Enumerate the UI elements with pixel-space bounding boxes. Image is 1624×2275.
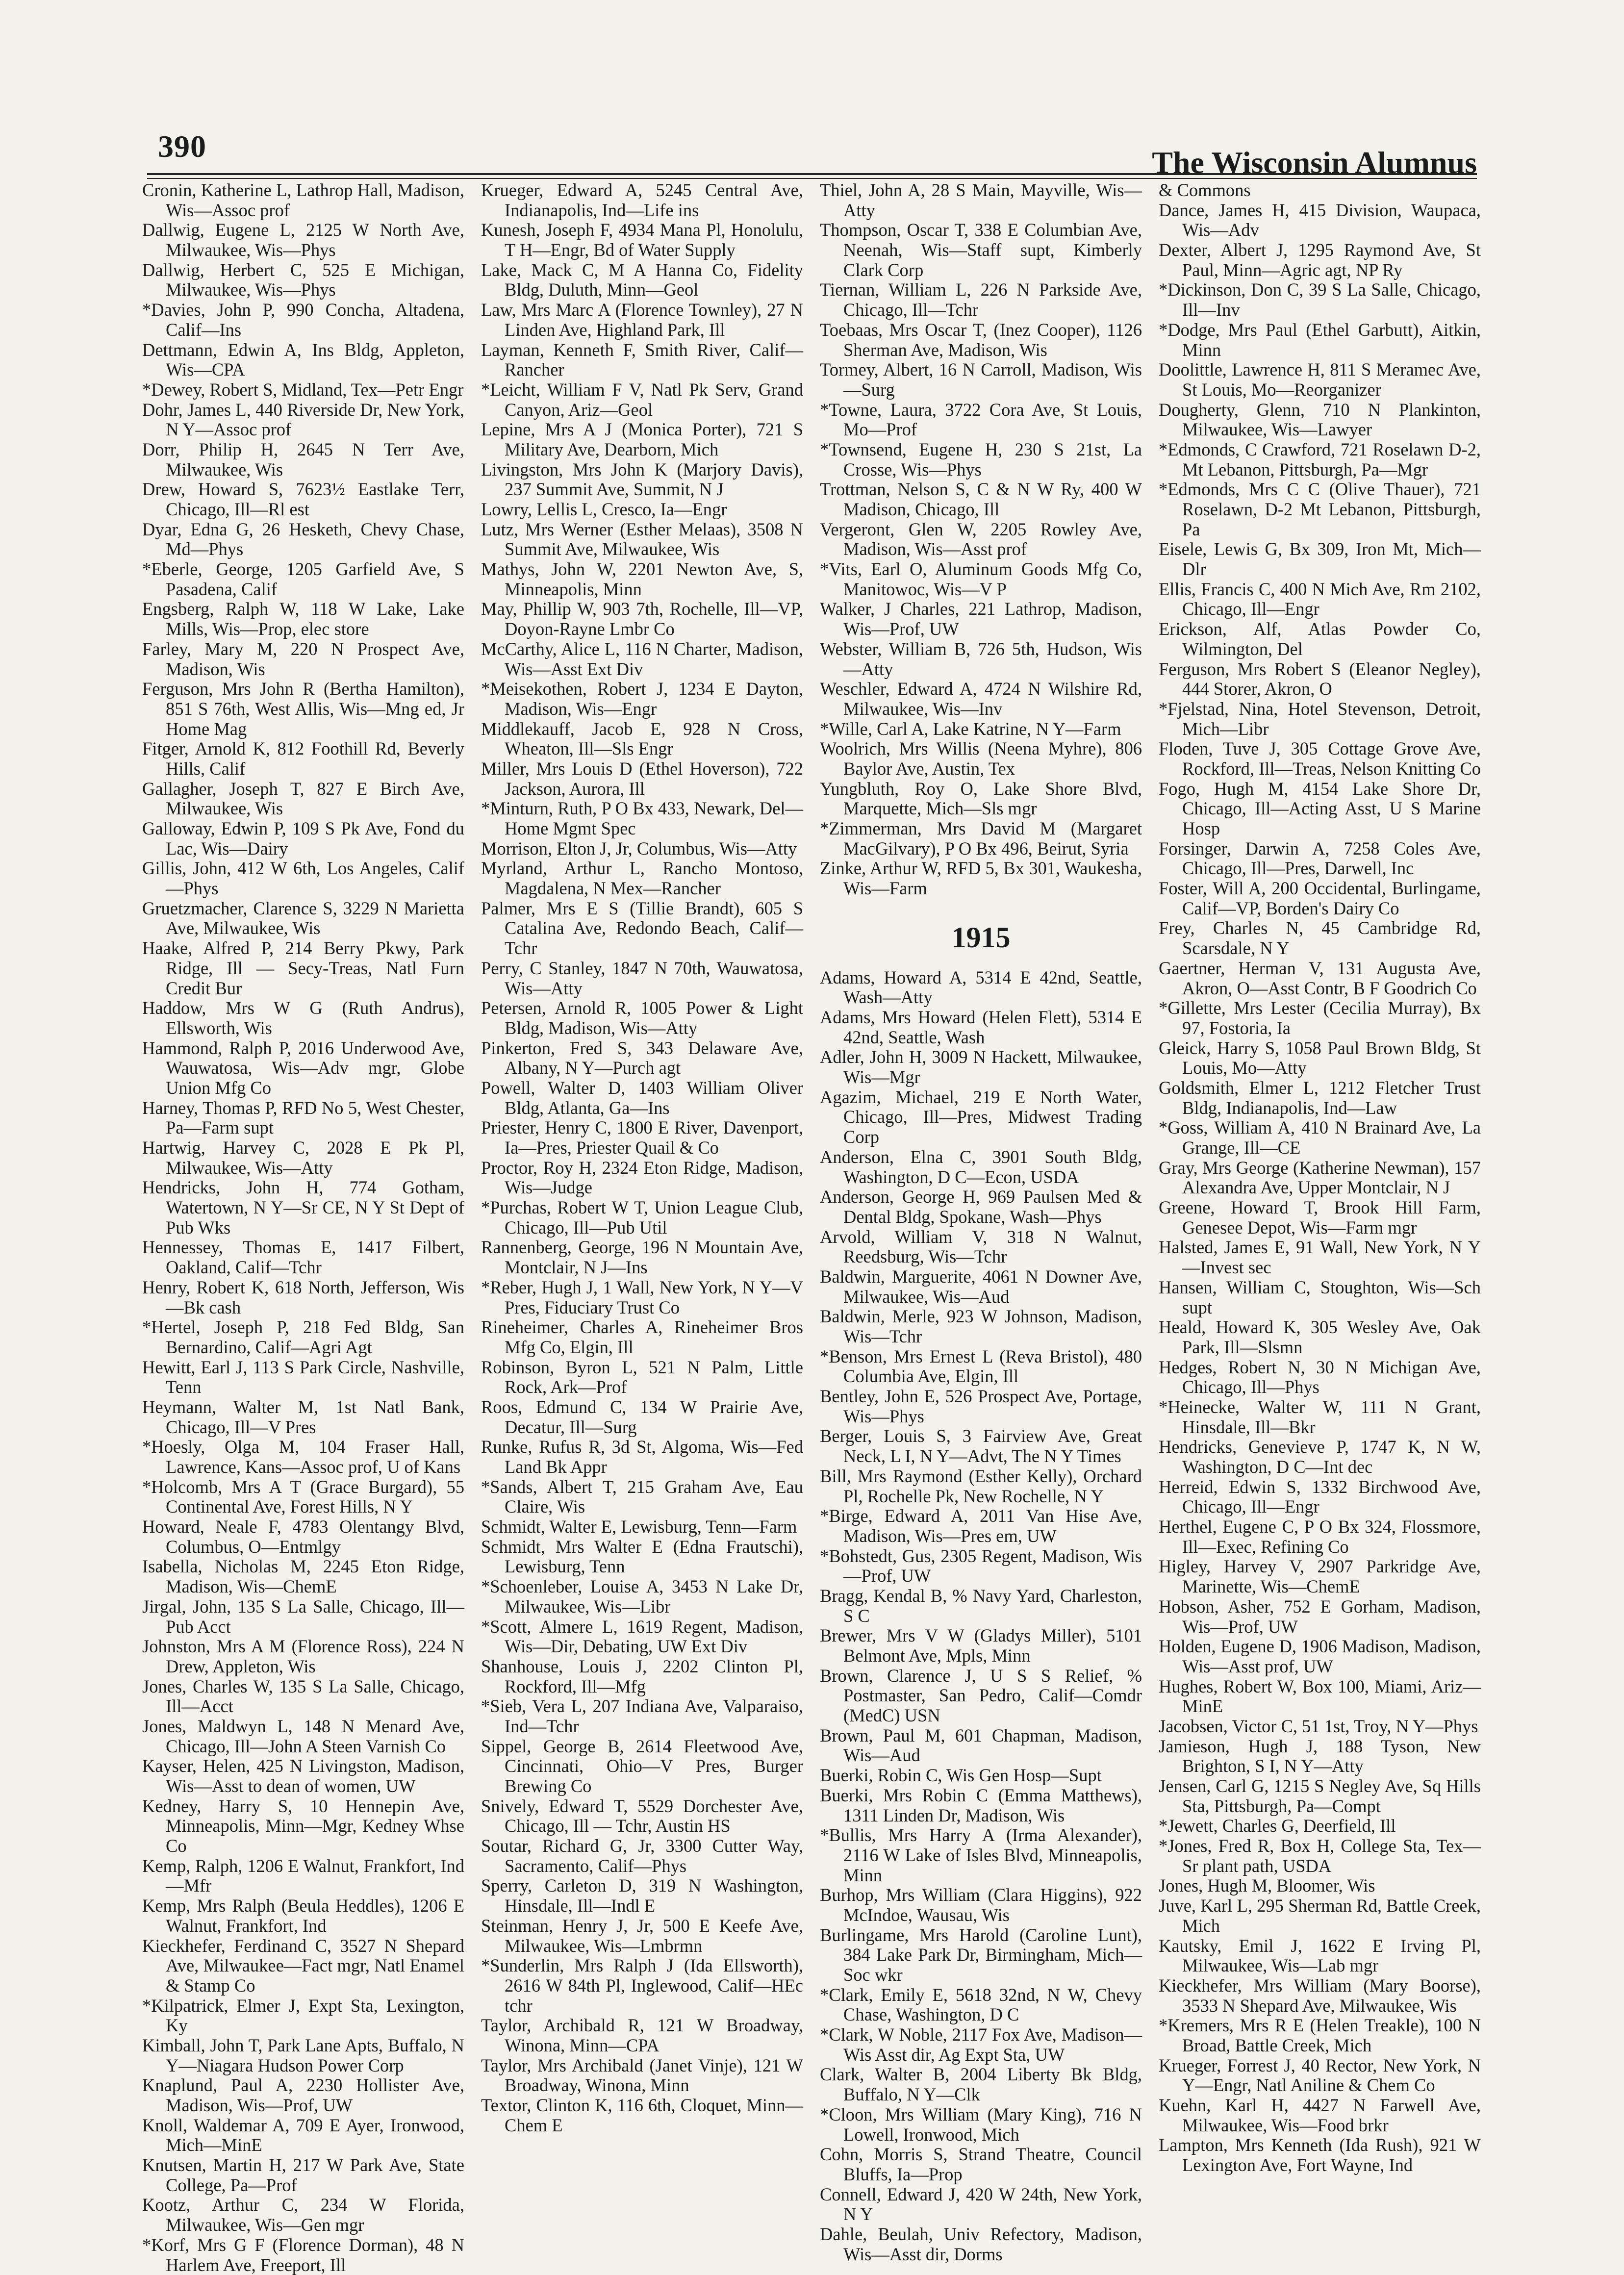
directory-entry: Toebaas, Mrs Oscar T, (Inez Cooper), 1126 Sherman Ave, Madison, Wis (820, 319, 1142, 360)
directory-entry: Trottman, Nelson S, C & N W Ry, 400 W Madison, Chicago, Ill (820, 479, 1142, 519)
directory-entry: Schmidt, Mrs Walter E (Edna Frautschi), Lewisburg, Tenn (481, 1536, 803, 1577)
directory-entry: Baldwin, Merle, 923 W Johnson, Madison, Wis—Tchr (820, 1306, 1142, 1347)
directory-entry: Powell, Walter D, 1403 William Oliver Bldg, Atlanta, Ga—Ins (481, 1077, 803, 1118)
directory-column-1 (142, 180, 464, 2275)
directory-entry: Hansen, William C, Stoughton, Wis—Sch supt (1159, 1277, 1481, 1317)
directory-entry: Woolrich, Mrs Willis (Neena Myhre), 806 Baylor Ave, Austin, Tex (820, 738, 1142, 779)
directory-entry: Jacobsen, Victor C, 51 1st, Troy, N Y—Phys (1159, 1716, 1478, 1736)
directory-entry: Taylor, Mrs Archibald (Janet Vinje), 121 W Broadway, Winona, Minn (481, 2055, 803, 2096)
directory-entry: Doolittle, Lawrence H, 811 S Meramec Ave, St Louis, Mo—Reorganizer (1159, 359, 1481, 400)
directory-entry: Webster, William B, 726 5th, Hudson, Wis—Atty (820, 638, 1142, 679)
directory-entry: *Clark, Emily E, 5618 32nd, N W, Chevy Chase, Washington, D C (820, 1984, 1142, 2025)
directory-entry: Myrland, Arthur L, Rancho Montoso, Magdalena, N Mex—Rancher (481, 858, 803, 899)
directory-entry: *Minturn, Ruth, P O Bx 433, Newark, Del—Home Mgmt Spec (481, 798, 803, 838)
directory-entry: Krueger, Edward A, 5245 Central Ave, Indianapolis, Ind—Life ins (481, 180, 803, 220)
directory-entry: Burlingame, Mrs Harold (Caroline Lunt), 384 Lake Park Dr, Birmingham, Mich—Soc wkr (820, 1924, 1142, 1985)
directory-entry: *Kremers, Mrs R E (Helen Treakle), 100 N Broad, Battle Creek, Mich (1159, 2015, 1481, 2055)
directory-entry: Haake, Alfred P, 214 Berry Pkwy, Park Ridge, Ill — Secy-Treas, Natl Furn Credit Bur (142, 938, 464, 998)
directory-entry: *Reber, Hugh J, 1 Wall, New York, N Y—V Pres, Fiduciary Trust Co (481, 1277, 803, 1317)
directory-entry: Floden, Tuve J, 305 Cottage Grove Ave, Rockford, Ill—Treas, Nelson Knitting Co (1159, 738, 1481, 779)
directory-entry: Zinke, Arthur W, RFD 5, Bx 301, Waukesha, Wis—Farm (820, 858, 1142, 899)
directory-entry: Pinkerton, Fred S, 343 Delaware Ave, Albany, N Y—Purch agt (481, 1037, 803, 1078)
directory-entry: Shanhouse, Louis J, 2202 Clinton Pl, Rockford, Ill—Mfg (481, 1656, 803, 1696)
directory-entry: Kedney, Harry S, 10 Hennepin Ave, Minneapolis, Minn—Mgr, Kedney Whse Co (142, 1795, 464, 1856)
directory-entry: Dorr, Philip H, 2645 N Terr Ave, Milwaukee, Wis (142, 439, 464, 480)
directory-entry: Vergeront, Glen W, 2205 Rowley Ave, Madison, Wis—Asst prof (820, 519, 1142, 559)
directory-entry: Yungbluth, Roy O, Lake Shore Blvd, Marquette, Mich—Sls mgr (820, 778, 1142, 819)
directory-entry: Erickson, Alf, Atlas Powder Co, Wilmington, Del (1159, 619, 1481, 659)
directory-entry: Tiernan, William L, 226 N Parkside Ave, Chicago, Ill—Tchr (820, 279, 1142, 320)
directory-entry: Bragg, Kendal B, % Navy Yard, Charleston, S C (820, 1585, 1142, 1626)
directory-entry: Eisele, Lewis G, Bx 309, Iron Mt, Mich—Dlr (1159, 539, 1481, 580)
directory-entry: Cronin, Katherine L, Lathrop Hall, Madison, Wis—Assoc prof (142, 180, 464, 220)
directory-entry: Hartwig, Harvey C, 2028 E Pk Pl, Milwaukee, Wis—Atty (142, 1138, 464, 1178)
directory-entry: Miller, Mrs Louis D (Ethel Hoverson), 722 Jackson, Aurora, Ill (481, 758, 803, 799)
header-rule (147, 173, 1477, 175)
directory-entry: Brown, Paul M, 601 Chapman, Madison, Wis—Aud (820, 1725, 1142, 1766)
directory-entry: Connell, Edward J, 420 W 24th, New York, N Y (820, 2184, 1142, 2224)
directory-entry: Law, Mrs Marc A (Florence Townley), 27 N Linden Ave, Highland Park, Ill (481, 300, 803, 340)
directory-entry: *Jones, Fred R, Box H, College Sta, Tex—Sr plant path, USDA (1159, 1836, 1481, 1876)
directory-entry: Kayser, Helen, 425 N Livingston, Madison, Wis—Asst to dean of women, UW (142, 1756, 464, 1796)
directory-entry: Rineheimer, Charles A, Rineheimer Bros Mfg Co, Elgin, Ill (481, 1317, 803, 1357)
directory-entry: Hendricks, John H, 774 Gotham, Watertown, N Y—Sr CE, N Y St Dept of Pub Wks (142, 1177, 464, 1238)
directory-entry: Frey, Charles N, 45 Cambridge Rd, Scarsdale, N Y (1159, 918, 1481, 959)
directory-entry: Kuehn, Karl H, 4427 N Farwell Ave, Milwaukee, Wis—Food brkr (1159, 2095, 1481, 2135)
directory-entry: *Wille, Carl A, Lake Katrine, N Y—Farm (820, 718, 1121, 739)
directory-entry: Walker, J Charles, 221 Lathrop, Madison, Wis—Prof, UW (820, 599, 1142, 639)
directory-entry: *Birge, Edward A, 2011 Van Hise Ave, Madison, Wis—Pres em, UW (820, 1506, 1142, 1546)
directory-entry: *Goss, William A, 410 N Brainard Ave, La Grange, Ill—CE (1159, 1117, 1481, 1158)
directory-entry: Layman, Kenneth F, Smith River, Calif—Rancher (481, 339, 803, 380)
directory-entry: *Davies, John P, 990 Concha, Altadena, Calif—Ins (142, 300, 464, 340)
directory-entry: Adler, John H, 3009 N Hackett, Milwaukee, Wis—Mgr (820, 1047, 1142, 1087)
directory-entry: *Edmonds, Mrs C C (Olive Thauer), 721 Roselawn, D-2 Mt Lebanon, Pittsburgh, Pa (1159, 479, 1481, 539)
directory-entry: Heymann, Walter M, 1st Natl Bank, Chicago, Ill—V Pres (142, 1396, 464, 1437)
directory-entry: Kieckhefer, Mrs William (Mary Boorse), 3533 N Shepard Ave, Milwaukee, Wis (1159, 1975, 1481, 2016)
directory-entry: *Hertel, Joseph P, 218 Fed Bldg, San Bernardino, Calif—Agri Agt (142, 1317, 464, 1357)
directory-entry: *Benson, Mrs Ernest L (Reva Bristol), 480 Columbia Ave, Elgin, Ill (820, 1346, 1142, 1387)
directory-entry: Lowry, Lellis L, Cresco, Ia—Engr (481, 499, 727, 519)
directory-entry: Kootz, Arthur C, 234 W Florida, Milwaukee, Wis—Gen mgr (142, 2195, 464, 2235)
directory-entry: *Gillette, Mrs Lester (Cecilia Murray), Bx 97, Fostoria, Ia (1159, 998, 1481, 1038)
directory-entry: *Vits, Earl O, Aluminum Goods Mfg Co, Manitowoc, Wis—V P (820, 559, 1142, 599)
directory-entry: Buerki, Mrs Robin C (Emma Matthews), 1311 Linden Dr, Madison, Wis (820, 1785, 1142, 1825)
directory-entry: Arvold, William V, 318 N Walnut, Reedsburg, Wis—Tchr (820, 1226, 1142, 1267)
directory-entry: *Bullis, Mrs Harry A (Irma Alexander), 2116 W Lake of Isles Blvd, Minneapolis, Minn (820, 1825, 1142, 1885)
directory-entry: Haddow, Mrs W G (Ruth Andrus), Ellsworth, Wis (142, 998, 464, 1038)
directory-entry: Steinman, Henry J, Jr, 500 E Keefe Ave, Milwaukee, Wis—Lmbrmn (481, 1915, 803, 1956)
directory-entry: Higley, Harvey V, 2907 Parkridge Ave, Marinette, Wis—ChemE (1159, 1556, 1481, 1597)
directory-entry: Hewitt, Earl J, 113 S Park Circle, Nashville, Tenn (142, 1357, 464, 1397)
directory-entry: Jirgal, John, 135 S La Salle, Chicago, Ill—Pub Acct (142, 1596, 464, 1637)
directory-entry: Dallwig, Eugene L, 2125 W North Ave, Milwaukee, Wis—Phys (142, 220, 464, 260)
directory-entry: Soutar, Richard G, Jr, 3300 Cutter Way, Sacramento, Calif—Phys (481, 1836, 803, 1876)
directory-entry: Fitger, Arnold K, 812 Foothill Rd, Beverly Hills, Calif (142, 738, 464, 779)
directory-entry: Dettmann, Edwin A, Ins Bldg, Appleton, Wis—CPA (142, 339, 464, 380)
directory-entry: Kemp, Ralph, 1206 E Walnut, Frankfort, Ind—Mfr (142, 1855, 464, 1896)
directory-entry: *Edmonds, C Crawford, 721 Roselawn D-2, Mt Lebanon, Pittsburgh, Pa—Mgr (1159, 439, 1481, 480)
directory-entry: Taylor, Archibald R, 121 W Broadway, Winona, Minn—CPA (481, 2015, 803, 2055)
directory-entry: *Schoenleber, Louise A, 3453 N Lake Dr, Milwaukee, Wis—Libr (481, 1576, 803, 1617)
directory-entry: Cohn, Morris S, Strand Theatre, Council Bluffs, Ia—Prop (820, 2144, 1142, 2184)
directory-entry: Buerki, Robin C, Wis Gen Hosp—Supt (820, 1765, 1102, 1786)
directory-entry: Robinson, Byron L, 521 N Palm, Little Rock, Ark—Prof (481, 1357, 803, 1397)
directory-entry: Clark, Walter B, 2004 Liberty Bk Bldg, Buffalo, N Y—Clk (820, 2064, 1142, 2105)
directory-entry: Hedges, Robert N, 30 N Michigan Ave, Chicago, Ill—Phys (1159, 1357, 1481, 1397)
directory-entry: Dance, James H, 415 Division, Waupaca, Wis—Adv (1159, 200, 1481, 240)
directory-entry: Petersen, Arnold R, 1005 Power & Light Bldg, Madison, Wis—Atty (481, 998, 803, 1038)
directory-entry: Engsberg, Ralph W, 118 W Lake, Lake Mills, Wis—Prop, elec store (142, 599, 464, 639)
directory-entry: Ferguson, Mrs John R (Bertha Hamilton), 851 S 76th, West Allis, Wis—Mng ed, Jr Home Mag (142, 679, 464, 739)
directory-entry: Jamieson, Hugh J, 188 Tyson, New Brighton, S I, N Y—Atty (1159, 1736, 1481, 1776)
directory-entry: Morrison, Elton J, Jr, Columbus, Wis—Atty (481, 838, 797, 859)
directory-entry: Kemp, Mrs Ralph (Beula Heddles), 1206 E Walnut, Frankfort, Ind (142, 1896, 464, 1936)
directory-entry: Dohr, James L, 440 Riverside Dr, New York, N Y—Assoc prof (142, 399, 464, 440)
directory-entry: Lake, Mack C, M A Hanna Co, Fidelity Bldg, Duluth, Minn—Geol (481, 259, 803, 300)
directory-entry: Harney, Thomas P, RFD No 5, West Chester, Pa—Farm supt (142, 1097, 464, 1138)
directory-entry: *Scott, Almere L, 1619 Regent, Madison, Wis—Dir, Debating, UW Ext Div (481, 1616, 803, 1657)
directory-entry: May, Phillip W, 903 7th, Rochelle, Ill—VP, Doyon-Rayne Lmbr Co (481, 599, 803, 639)
directory-entry: Galloway, Edwin P, 109 S Pk Ave, Fond du Lac, Wis—Dairy (142, 818, 464, 859)
directory-entry: Kieckhefer, Ferdinand C, 3527 N Shepard Ave, Milwaukee—Fact mgr, Natl Enamel & Stamp Co (142, 1935, 464, 1996)
directory-entry: Johnston, Mrs A M (Florence Ross), 224 N Drew, Appleton, Wis (142, 1636, 464, 1676)
directory-entry: Krueger, Forrest J, 40 Rector, New York, N Y—Engr, Natl Aniline & Chem Co (1159, 2055, 1481, 2096)
directory-entry: Tormey, Albert, 16 N Carroll, Madison, Wis—Surg (820, 359, 1142, 400)
directory-entry: Agazim, Michael, 219 E North Water, Chicago, Ill—Pres, Midwest Trading Corp (820, 1087, 1142, 1147)
directory-entry: Goldsmith, Elmer L, 1212 Fletcher Trust Bldg, Indianapolis, Ind—Law (1159, 1077, 1481, 1118)
directory-entry: *Heinecke, Walter W, 111 N Grant, Hinsdale, Ill—Bkr (1159, 1396, 1481, 1437)
directory-entry: Drew, Howard S, 7623½ Eastlake Terr, Chicago, Ill—Rl est (142, 479, 464, 519)
directory-entry: Thompson, Oscar T, 338 E Columbian Ave, Neenah, Wis—Staff supt, Kimberly Clark Corp (820, 220, 1142, 280)
directory-entry: Lampton, Mrs Kenneth (Ida Rush), 921 W Lexington Ave, Fort Wayne, Ind (1159, 2135, 1481, 2175)
directory-entry: *Sands, Albert T, 215 Graham Ave, Eau Claire, Wis (481, 1476, 803, 1517)
directory-entry: Thiel, John A, 28 S Main, Mayville, Wis—Atty (820, 180, 1142, 220)
directory-entry: Jones, Hugh M, Bloomer, Wis (1159, 1875, 1375, 1896)
directory-entry: Proctor, Roy H, 2324 Eton Ridge, Madison, Wis—Judge (481, 1157, 803, 1198)
directory-entry: Dyar, Edna G, 26 Hesketh, Chevy Chase, Md—Phys (142, 519, 464, 559)
directory-entry: Bentley, John E, 526 Prospect Ave, Portage, Wis—Phys (820, 1386, 1142, 1426)
directory-entry: Knaplund, Paul A, 2230 Hollister Ave, Madison, Wis—Prof, UW (142, 2075, 464, 2115)
directory-entry: Jones, Maldwyn L, 148 N Menard Ave, Chicago, Ill—John A Steen Varnish Co (142, 1716, 464, 1756)
directory-entry: Knutsen, Martin H, 217 W Park Ave, State College, Pa—Prof (142, 2155, 464, 2195)
directory-entry: Snively, Edward T, 5529 Dorchester Ave, Chicago, Ill — Tchr, Austin HS (481, 1795, 803, 1836)
directory-entry: *Meisekothen, Robert J, 1234 E Dayton, Madison, Wis—Engr (481, 679, 803, 719)
directory-entry: *Eberle, George, 1205 Garfield Ave, S Pasadena, Calif (142, 559, 464, 599)
directory-entry: *Leicht, William F V, Natl Pk Serv, Grand Canyon, Ariz—Geol (481, 379, 803, 420)
directory-entry: Fogo, Hugh M, 4154 Lake Shore Dr, Chicago, Ill—Acting Asst, U S Marine Hosp (1159, 778, 1481, 838)
directory-entry: Greene, Howard T, Brook Hill Farm, Genesee Depot, Wis—Farm mgr (1159, 1197, 1481, 1238)
directory-entry: Ellis, Francis C, 400 N Mich Ave, Rm 2102, Chicago, Ill—Engr (1159, 579, 1481, 619)
directory-entry: *Holcomb, Mrs A T (Grace Burgard), 55 Continental Ave, Forest Hills, N Y (142, 1476, 464, 1517)
directory-entry: Adams, Mrs Howard (Helen Flett), 5314 E 42nd, Seattle, Wash (820, 1007, 1142, 1047)
directory-entry: Weschler, Edward A, 4724 N Wilshire Rd, Milwaukee, Wis—Inv (820, 679, 1142, 719)
directory-entry: *Clark, W Noble, 2117 Fox Ave, Madison—Wis Asst dir, Ag Expt Sta, UW (820, 2024, 1142, 2065)
directory-entry: Gillis, John, 412 W 6th, Los Angeles, Calif—Phys (142, 858, 464, 899)
directory-entry: Berger, Louis S, 3 Fairview Ave, Great Neck, L I, N Y—Advt, The N Y Times (820, 1426, 1142, 1466)
directory-entry: Livingston, Mrs John K (Marjory Davis), 237 Summit Ave, Summit, N J (481, 459, 803, 500)
directory-entry: Runke, Rufus R, 3d St, Algoma, Wis—Fed Land Bk Appr (481, 1437, 803, 1477)
directory-entry: Lepine, Mrs A J (Monica Porter), 721 S Military Ave, Dearborn, Mich (481, 419, 803, 459)
directory-entry: Herthel, Eugene C, P O Bx 324, Flossmore, Ill—Exec, Refining Co (1159, 1517, 1481, 1557)
class-year-heading: 1915 (951, 921, 1011, 954)
directory-entry: Anderson, George H, 969 Paulsen Med & Dental Bldg, Spokane, Wash—Phys (820, 1187, 1142, 1227)
directory-entry: *Sieb, Vera L, 207 Indiana Ave, Valparaiso, Ind—Tchr (481, 1696, 803, 1736)
directory-entry: Baldwin, Marguerite, 4061 N Downer Ave, Milwaukee, Wis—Aud (820, 1266, 1142, 1307)
directory-entry: *Dewey, Robert S, Midland, Tex—Petr Engr (142, 379, 464, 400)
directory-entry: Adams, Howard A, 5314 E 42nd, Seattle, Wash—Atty (820, 967, 1142, 1008)
directory-entry: *Hoesly, Olga M, 104 Fraser Hall, Lawrence, Kans—Assoc prof, U of Kans (142, 1437, 464, 1477)
directory-entry: Dougherty, Glenn, 710 N Plankinton, Milwaukee, Wis—Lawyer (1159, 399, 1481, 440)
directory-entry: *Jewett, Charles G, Deerfield, Ill (1159, 1816, 1396, 1836)
directory-entry: *Sunderlin, Mrs Ralph J (Ida Ellsworth), 2616 W 84th Pl, Inglewood, Calif—HEc tchr (481, 1955, 803, 2016)
directory-entry: Hughes, Robert W, Box 100, Miami, Ariz—MinE (1159, 1676, 1481, 1717)
directory-entry: Hobson, Asher, 752 E Gorham, Madison, Wis—Prof, UW (1159, 1596, 1481, 1637)
directory-entry: *Bohstedt, Gus, 2305 Regent, Madison, Wis—Prof, UW (820, 1545, 1142, 1586)
directory-entry: Heald, Howard K, 305 Wesley Ave, Oak Park, Ill—Slsmn (1159, 1317, 1481, 1357)
directory-entry: Henry, Robert K, 618 North, Jefferson, Wis—Bk cash (142, 1277, 464, 1317)
directory-entry: Schmidt, Walter E, Lewisburg, Tenn—Farm (481, 1517, 797, 1537)
directory-entry: Kautsky, Emil J, 1622 E Irving Pl, Milwaukee, Wis—Lab mgr (1159, 1935, 1481, 1976)
directory-entry: *Townsend, Eugene H, 230 S 21st, La Crosse, Wis—Phys (820, 439, 1142, 480)
directory-entry: Jones, Charles W, 135 S La Salle, Chicago, Ill—Acct (142, 1676, 464, 1717)
directory-entry: Farley, Mary M, 220 N Prospect Ave, Madison, Wis (142, 638, 464, 679)
directory-entry: *Cloon, Mrs William (Mary King), 716 N Lowell, Ironwood, Mich (820, 2104, 1142, 2145)
directory-entry: Textor, Clinton K, 116 6th, Cloquet, Minn—Chem E (481, 2095, 803, 2135)
directory-entry: Dallwig, Herbert C, 525 E Michigan, Milwaukee, Wis—Phys (142, 259, 464, 300)
directory-column-3 (820, 180, 1142, 2264)
directory-entry: *Purchas, Robert W T, Union League Club, Chicago, Ill—Pub Util (481, 1197, 803, 1238)
directory-entry: Middlekauff, Jacob E, 928 N Cross, Wheaton, Ill—Sls Engr (481, 718, 803, 759)
directory-entry: Hendricks, Genevieve P, 1747 K, N W, Washington, D C—Int dec (1159, 1437, 1481, 1477)
directory-entry: Gleick, Harry S, 1058 Paul Brown Bldg, St Louis, Mo—Atty (1159, 1037, 1481, 1078)
directory-entry: Gray, Mrs George (Katherine Newman), 157 Alexandra Ave, Upper Montclair, N J (1159, 1157, 1481, 1198)
directory-entry: *Dodge, Mrs Paul (Ethel Garbutt), Aitkin, Minn (1159, 319, 1481, 360)
directory-entry: Mathys, John W, 2201 Newton Ave, S, Minneapolis, Minn (481, 559, 803, 599)
directory-entry: Palmer, Mrs E S (Tillie Brandt), 605 S Catalina Ave, Redondo Beach, Calif—Tchr (481, 898, 803, 959)
directory-entry: Priester, Henry C, 1800 E River, Davenport, Ia—Pres, Priester Quail & Co (481, 1117, 803, 1158)
directory-entry: Hammond, Ralph P, 2016 Underwood Ave, Wauwatosa, Wis—Adv mgr, Globe Union Mfg Co (142, 1037, 464, 1098)
page-number: 390 (158, 129, 206, 164)
header-rule-thin (147, 178, 1477, 179)
directory-entry: *Towne, Laura, 3722 Cora Ave, St Louis, Mo—Prof (820, 399, 1142, 440)
directory-entry: Brewer, Mrs V W (Gladys Miller), 5101 Belmont Ave, Mpls, Minn (820, 1625, 1142, 1666)
directory-entry: Kimball, John T, Park Lane Apts, Buffalo, N Y—Niagara Hudson Power Corp (142, 2035, 464, 2075)
directory-entry: Lutz, Mrs Werner (Esther Melaas), 3508 N Summit Ave, Milwaukee, Wis (481, 519, 803, 559)
directory-entry: Herreid, Edwin S, 1332 Birchwood Ave, Chicago, Ill—Engr (1159, 1476, 1481, 1517)
directory-entry: Gallagher, Joseph T, 827 E Birch Ave, Milwaukee, Wis (142, 778, 464, 819)
publication-title: The Wisconsin Alumnus (1152, 145, 1477, 180)
directory-entry: Forsinger, Darwin A, 7258 Coles Ave, Chicago, Ill—Pres, Darwell, Inc (1159, 838, 1481, 879)
directory-entry: Roos, Edmund C, 134 W Prairie Ave, Decatur, Ill—Surg (481, 1396, 803, 1437)
directory-entry: Gruetzmacher, Clarence S, 3229 N Marietta Ave, Milwaukee, Wis (142, 898, 464, 938)
directory-entry: Rannenberg, George, 196 N Mountain Ave, Montclair, N J—Ins (481, 1237, 803, 1278)
directory-entry: Gaertner, Herman V, 131 Augusta Ave, Akron, O—Asst Contr, B F Goodrich Co (1159, 958, 1481, 998)
directory-entry: Dahle, Beulah, Univ Refectory, Madison, Wis—Asst dir, Dorms (820, 2224, 1142, 2264)
directory-entry: Howard, Neale F, 4783 Olentangy Blvd, Columbus, O—Entmlgy (142, 1517, 464, 1557)
directory-entry: Sperry, Carleton D, 319 N Washington, Hinsdale, Ill—Indl E (481, 1875, 803, 1916)
directory-entry: Perry, C Stanley, 1847 N 70th, Wauwatosa, Wis—Atty (481, 958, 803, 998)
directory-entry: Hennessey, Thomas E, 1417 Filbert, Oakland, Calif—Tchr (142, 1237, 464, 1278)
directory-column-4 (1159, 180, 1481, 2175)
directory-entry: Halsted, James E, 91 Wall, New York, N Y—Invest sec (1159, 1237, 1481, 1278)
directory-entry: *Kilpatrick, Elmer J, Expt Sta, Lexington, Ky (142, 1995, 464, 2036)
directory-entry: *Zimmerman, Mrs David M (Margaret MacGilvary), P O Bx 496, Beirut, Syria (820, 818, 1142, 859)
directory-entry: Sippel, George B, 2614 Fleetwood Ave, Cincinnati, Ohio—V Pres, Burger Brewing Co (481, 1736, 803, 1796)
directory-entry: Foster, Will A, 200 Occidental, Burlingame, Calif—VP, Borden's Dairy Co (1159, 878, 1481, 918)
directory-entry: Holden, Eugene D, 1906 Madison, Madison, Wis—Asst prof, UW (1159, 1636, 1481, 1676)
directory-entry: McCarthy, Alice L, 116 N Charter, Madison, Wis—Asst Ext Div (481, 638, 803, 679)
directory-column-2 (481, 180, 803, 2171)
directory-entry: *Dickinson, Don C, 39 S La Salle, Chicago, Ill—Inv (1159, 279, 1481, 320)
directory-entry: Kunesh, Joseph F, 4934 Mana Pl, Honolulu, T H—Engr, Bd of Water Supply (481, 220, 803, 260)
directory-entry: Ferguson, Mrs Robert S (Eleanor Negley), 444 Storer, Akron, O (1159, 658, 1481, 699)
directory-entry: Knoll, Waldemar A, 709 E Ayer, Ironwood, Mich—MinE (142, 2115, 464, 2155)
directory-entry: Isabella, Nicholas M, 2245 Eton Ridge, Madison, Wis—ChemE (142, 1556, 464, 1597)
directory-entry: Brown, Clarence J, U S S Relief, % Postmaster, San Pedro, Calif—Comdr (MedC) USN (820, 1665, 1142, 1726)
directory-entry: & Commons (1159, 180, 1251, 200)
directory-columns (142, 180, 1486, 2275)
directory-entry: Juve, Karl L, 295 Sherman Rd, Battle Creek, Mich (1159, 1896, 1481, 1936)
directory-entry: Jensen, Carl G, 1215 S Negley Ave, Sq Hills Sta, Pittsburgh, Pa—Compt (1159, 1776, 1481, 1816)
directory-entry: Anderson, Elna C, 3901 South Bldg, Washington, D C—Econ, USDA (820, 1146, 1142, 1187)
directory-entry: Dexter, Albert J, 1295 Raymond Ave, St Paul, Minn—Agric agt, NP Ry (1159, 240, 1481, 280)
directory-entry: *Fjelstad, Nina, Hotel Stevenson, Detroit, Mich—Libr (1159, 698, 1481, 739)
directory-entry: Burhop, Mrs William (Clara Higgins), 922 McIndoe, Wausau, Wis (820, 1885, 1142, 1925)
directory-entry: *Korf, Mrs G F (Florence Dorman), 48 N Harlem Ave, Freeport, Ill (142, 2234, 464, 2275)
directory-entry: Bill, Mrs Raymond (Esther Kelly), Orchard Pl, Rochelle Pk, New Rochelle, N Y (820, 1466, 1142, 1506)
